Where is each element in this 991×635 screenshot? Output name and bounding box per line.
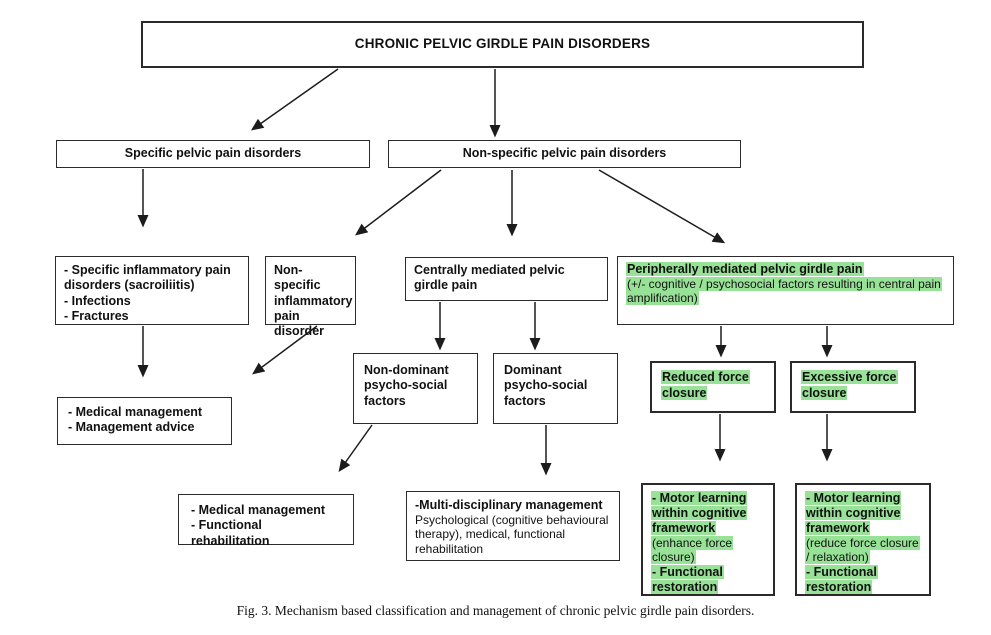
edge-nondominant-medicalrehab: [340, 425, 372, 470]
node-excessive-force-closure: [790, 361, 916, 413]
node-multidisciplinary-management: [406, 491, 620, 561]
node-motor-learning-reduce: [795, 483, 931, 596]
node-line: - Functional rehabilitation: [191, 518, 270, 548]
node-label: Specific pelvic pain disorders: [124, 146, 302, 161]
edge-nonspecific-peripherally: [599, 170, 723, 242]
node-line: - Medical management: [68, 405, 203, 419]
node-nonspecific-pelvic-pain-disorders: [388, 140, 741, 168]
node-centrally-mediated-pelvic-girdle-pain: [405, 257, 608, 301]
node-medical-management-advice: [57, 397, 232, 445]
node-reduced-force-closure: [650, 361, 776, 413]
node-line: - Infections: [64, 293, 131, 308]
node-line: (reduce force closure / relaxation): [806, 536, 919, 565]
node-title: -Multi-disciplinary management: [415, 498, 603, 512]
node-chronic-pelvic-girdle-pain-disorders: [141, 21, 864, 68]
node-label: Dominant psycho-social factors: [504, 363, 588, 408]
node-line: - Functional restoration: [806, 564, 877, 594]
node-title: Peripherally mediated pelvic girdle pain: [627, 262, 863, 276]
edge-root-specific: [253, 69, 338, 129]
node-line: - Motor learning within cognitive framework: [806, 491, 901, 535]
node-line: - Medical management: [191, 503, 326, 517]
node-dominant-psychosocial-factors: [493, 353, 618, 424]
node-label: Non-specific inflammatory pain disorder: [274, 263, 353, 338]
node-nonspecific-inflammatory-pain-disorder: [265, 256, 356, 338]
node-specific-pelvic-pain-disorders: [56, 140, 370, 168]
node-label: CHRONIC PELVIC GIRDLE PAIN DISORDERS: [354, 36, 651, 52]
figure-caption: Fig. 3. Mechanism based classification and management of chronic pelvic girdle pain disorders.: [236, 603, 755, 618]
node-medical-management-rehabilitation: [178, 494, 354, 548]
node-line: - Management advice: [68, 420, 195, 435]
node-label: Reduced force closure: [662, 370, 749, 400]
node-motor-learning-enhance: [641, 483, 775, 596]
node-label: Non-specific pelvic pain disorders: [462, 146, 667, 161]
node-label: Excessive force closure: [802, 370, 897, 400]
node-body: Psychological (cognitive behavioural therapy), medical, functional rehabilitation: [415, 513, 609, 556]
node-line: (enhance force closure): [652, 536, 733, 565]
node-label: Centrally mediated pelvic girdle pain: [414, 263, 565, 293]
node-subtitle: (+/- cognitive / psychosocial factors resulting in central pain amplification): [627, 276, 941, 305]
node-peripherally-mediated-pelvic-girdle-pain: [617, 256, 954, 325]
node-line: - Fractures: [64, 308, 129, 323]
node-nondominant-psychosocial-factors: [353, 353, 478, 424]
node-line: - Motor learning within cognitive framework: [652, 491, 747, 535]
node-label: Non-dominant psycho-social factors: [364, 363, 449, 408]
node-specific-inflammatory-disorders: [55, 256, 249, 325]
edge-nonspecific-nonspecificinflammatory: [357, 170, 441, 234]
node-line: - Functional restoration: [652, 564, 723, 594]
node-line: - Specific inflammatory pain disorders (sacroiliitis): [64, 263, 231, 293]
